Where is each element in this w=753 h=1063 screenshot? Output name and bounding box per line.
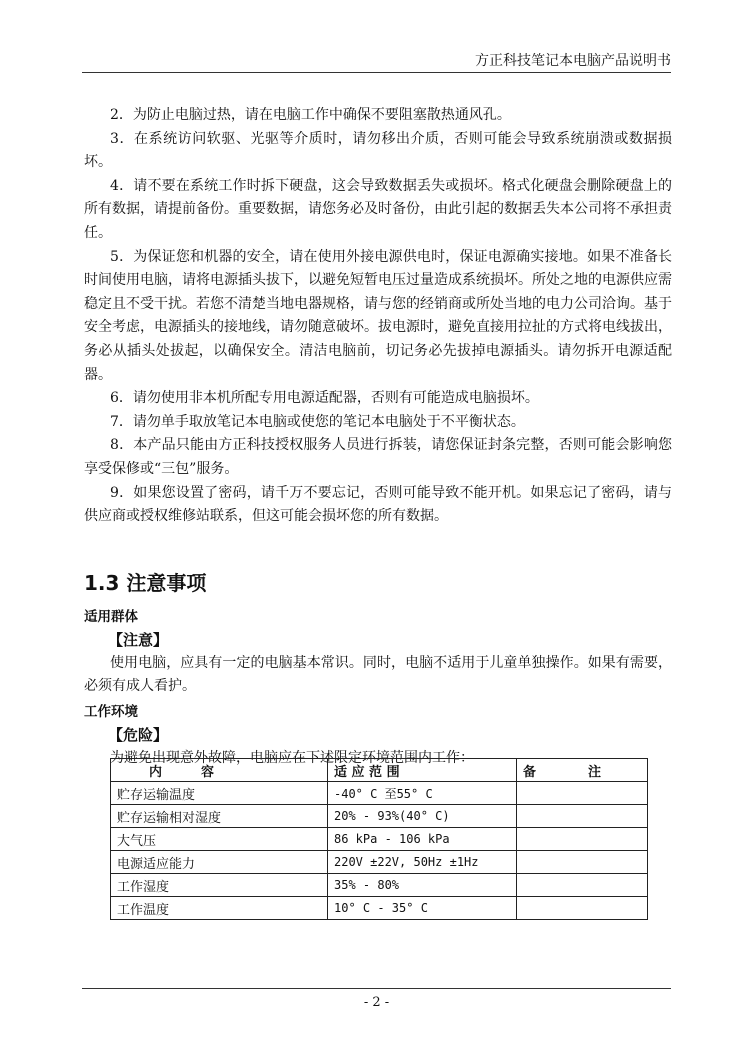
environment-table bbox=[110, 758, 648, 920]
table-header-row bbox=[111, 759, 648, 782]
group-text: 使用电脑，应具有一定的电脑基本常识。同时，电脑不适用于儿童单独操作。如果有需要，必须有成人看护。 bbox=[84, 654, 672, 695]
table-row bbox=[111, 782, 648, 805]
main-content bbox=[84, 104, 672, 770]
page-number: - 2 - bbox=[363, 995, 390, 1010]
paragraph-item-8: 8．本产品只能由方正科技授权服务人员进行拆装，请您保证封条完整，否则可能会影响您享受保修或“三包”服务。 bbox=[84, 437, 672, 477]
table-row bbox=[111, 828, 648, 851]
group-heading: 适用群体 bbox=[84, 608, 138, 625]
table-row bbox=[111, 805, 648, 828]
table-cell-remark bbox=[517, 805, 648, 828]
table-header-remark: 备 注 bbox=[517, 759, 648, 782]
table-cell-range: -40° C 至55° C bbox=[328, 782, 517, 805]
table-cell-item: 大气压 bbox=[111, 828, 328, 851]
table-row bbox=[111, 874, 648, 897]
table-cell-remark bbox=[517, 897, 648, 920]
table-cell-item: 工作温度 bbox=[111, 897, 328, 920]
page-footer bbox=[82, 988, 671, 1010]
table-cell-range: 10° C - 35° C bbox=[328, 897, 517, 920]
paragraph-item-9: 9．如果您设置了密码，请千万不要忘记，否则可能导致不能开机。如果忘记了密码，请与供应商或授权维修站联系，但这可能会损坏您的所有数据。 bbox=[84, 484, 672, 525]
table-cell-item: 贮存运输相对湿度 bbox=[111, 805, 328, 828]
env-heading: 工作环境 bbox=[84, 703, 138, 720]
table-cell-remark bbox=[517, 782, 648, 805]
paragraph-item-3: 3．在系统访问软驱、光驱等介质时，请勿移出介质，否则可能会导致系统崩溃或数据损坏。 bbox=[84, 130, 672, 171]
table-cell-item: 贮存运输温度 bbox=[111, 782, 328, 805]
notice-label: 【注意】 bbox=[108, 630, 169, 649]
env-intro: 为避免出现意外故障，电脑应在下述限定环境范围内工作： bbox=[110, 749, 474, 766]
table-cell-range: 35% - 80% bbox=[328, 874, 517, 897]
table-header-content: 内 容 bbox=[111, 759, 328, 782]
paragraph-item-6: 6．请勿使用非本机所配专用电源适配器，否则有可能造成电脑损坏。 bbox=[110, 390, 539, 407]
table-cell-range: 220V ±22V, 50Hz ±1Hz bbox=[328, 851, 517, 874]
table-cell-remark bbox=[517, 851, 648, 874]
table-row bbox=[111, 897, 648, 920]
table-cell-remark bbox=[517, 874, 648, 897]
paragraph-item-2: 2．为防止电脑过热，请在电脑工作中确保不要阻塞散热通风孔。 bbox=[110, 107, 511, 123]
paragraph-item-5: 5．为保证您和机器的安全，请在使用外接电源供电时，保证电源确实接地。如果不准备长时间使用电脑，请将电源插头拔下，以避免短暂电压过量造成系统损坏。所处之地的电源供应需稳定且不受干扰。若您不清楚当地电器规格，请与您的经销商或所处当地的电力公司洽询。基于安全考虑，电源插头的接地线，请勿随意破坏。拔电源时，避免直接用拉扯的方式将电线拔出，务必从插头处拔起，以确保安全。清洁电脑前，切记务必先拔掉电源插头。请勿拆开电源适配器。 bbox=[84, 248, 672, 383]
table-cell-range: 86 kPa - 106 kPa bbox=[328, 828, 517, 851]
table-cell-item: 工作湿度 bbox=[111, 874, 328, 897]
table-cell-item: 电源适应能力 bbox=[111, 851, 328, 874]
table-cell-range: 20% - 93%(40° C) bbox=[328, 805, 517, 828]
paragraph-item-4: 4．请不要在系统工作时拆下硬盘，这会导致数据丢失或损坏。格式化硬盘会删除硬盘上的所有数据，请提前备份。重要数据，请您务必及时备份，由此引起的数据丢失本公司将不承担责任。 bbox=[84, 177, 672, 241]
header-title: 方正科技笔记本电脑产品说明书 bbox=[475, 53, 671, 69]
table-cell-remark bbox=[517, 828, 648, 851]
table-header-range: 适 应 范 围 bbox=[328, 759, 517, 782]
paragraph-item-7: 7．请勿单手取放笔记本电脑或使您的笔记本电脑处于不平衡状态。 bbox=[110, 413, 525, 430]
page-header bbox=[82, 50, 671, 73]
danger-label: 【危险】 bbox=[108, 725, 169, 744]
section-title: 1.3 注意事项 bbox=[84, 570, 207, 595]
table-row bbox=[111, 851, 648, 874]
